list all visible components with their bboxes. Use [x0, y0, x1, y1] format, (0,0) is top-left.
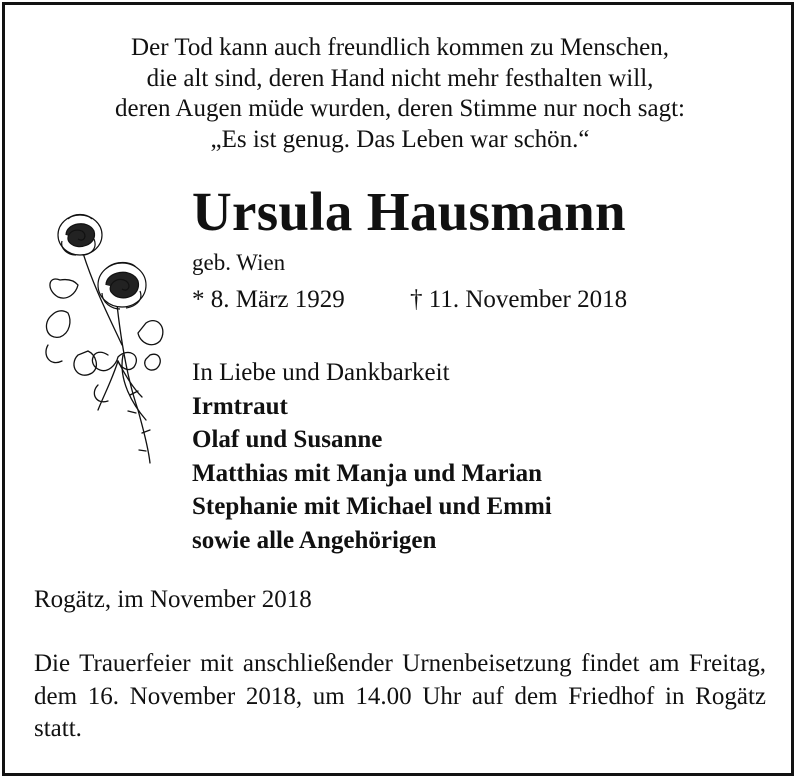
- mourner-name: sowie alle Angehörigen: [192, 526, 437, 554]
- maiden-name: geb. Wien: [192, 250, 286, 275]
- birth-date: * 8. März 1929: [192, 286, 345, 313]
- poem-line: Der Tod kann auch freundlich kommen zu Menschen,: [131, 34, 669, 61]
- ceremony-line: in Rogätz statt.: [34, 682, 766, 742]
- mourners-intro: In Liebe und Dankbarkeit: [192, 359, 450, 386]
- ceremony-line: Freitag, dem 16. November 2018, um 14.00 Uhr auf dem Friedhof: [34, 650, 767, 710]
- poem: [0, 33, 800, 155]
- life-dates: [192, 286, 628, 314]
- mourner-name: Irmtraut: [192, 392, 288, 420]
- mourner-name: Matthias mit Manja und Marian: [192, 459, 542, 487]
- poem-line: deren Augen müde wurden, deren Stimme nur noch sagt:: [115, 95, 685, 122]
- rose-bouquet-icon: [38, 205, 168, 470]
- place-date: Rogätz, im November 2018: [34, 586, 312, 613]
- ceremony-line: Die Trauerfeier mit anschließender Urnenbeisetzung findet am: [34, 650, 680, 677]
- poem-line: „Es ist genug. Das Leben war schön.“: [210, 125, 590, 153]
- death-date: † 11. November 2018: [410, 286, 628, 313]
- ceremony-notice: [34, 648, 766, 746]
- deceased-name: Ursula Hausmann: [192, 181, 626, 242]
- mourner-name: Olaf und Susanne: [192, 426, 383, 453]
- poem-line: die alt sind, deren Hand nicht mehr festhalten will,: [146, 64, 654, 92]
- mourners-block: [192, 356, 552, 557]
- mourner-name: Stephanie mit Michael und Emmi: [192, 493, 552, 520]
